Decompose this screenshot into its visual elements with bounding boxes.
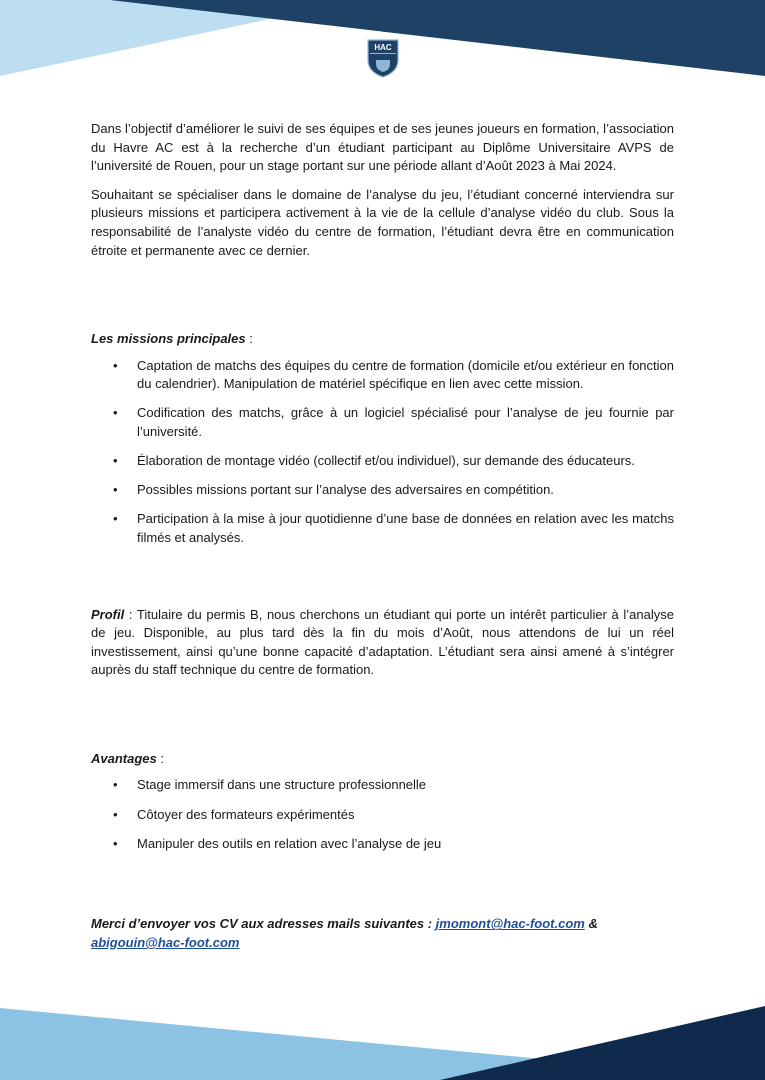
profil-label: Profil [91, 606, 125, 622]
email-link-2[interactable]: abigouin@hac-foot.com [91, 934, 240, 950]
club-logo [366, 38, 400, 78]
missions-heading [91, 330, 674, 349]
intro-paragraph-2: Souhaitant se spécialiser dans le domaine de l’analyse du jeu, l’étudiant concerné interviendra sur plusieurs missions et participera activement à la vie de la cellule d’analyse vidéo du club. Sous la responsabilité de l’analyste vidéo du centre de formation, l’étudiant devra être en communication étroite et permanente avec ce dernier. [91, 186, 674, 258]
email-separator: & [584, 916, 598, 932]
missions-heading-suffix: : [245, 331, 253, 347]
bullet: • [113, 806, 118, 822]
intro-paragraph-1: Dans l’objectif d’améliorer le suivi de ses équipes et de ses jeunes joueurs en formation, l’association du Havre AC est à la recherche d’un étudiant participant au Diplôme Universitaire AVPS de l’université de Rouen, pour un stage portant sur une période allant d’Août 2023 à Mai 2024. [91, 121, 674, 174]
profil-paragraph [91, 606, 674, 680]
mission-text: Possibles missions portant sur l’analyse des adversaires en compétition. [137, 482, 554, 498]
avantages-heading-suffix: : [156, 750, 164, 766]
missions-heading-label: Les missions principales [91, 331, 246, 347]
email-link-1[interactable]: jmomont@hac-foot.com [435, 916, 585, 932]
avantages-heading [91, 750, 674, 769]
list-item [91, 452, 674, 471]
list-item [91, 481, 674, 500]
mission-text: Participation à la mise à jour quotidienne d’une base de données en relation avec les matchs filmés et analysés. [137, 511, 674, 545]
bullet: • [113, 835, 118, 851]
bullet: • [113, 405, 118, 421]
bullet: • [113, 482, 118, 498]
bullet: • [113, 357, 118, 373]
mission-text: Codification des matchs, grâce à un logiciel spécialisé pour l’analyse de jeu fournie par l’université. [137, 405, 674, 440]
mission-text: Élaboration de montage vidéo (collectif et/ou individuel), sur demande des éducateurs. [137, 453, 635, 469]
document-body [91, 120, 674, 952]
missions-list [91, 357, 674, 548]
avantages-list [91, 776, 674, 853]
list-item [91, 357, 674, 394]
list-item [91, 510, 674, 547]
avantages-heading-label: Avantages [91, 750, 157, 766]
list-item [91, 404, 674, 441]
profil-text: : Titulaire du permis B, nous cherchons un étudiant qui porte un intérêt particulier à l’analyse de jeu. Disponible, au plus tard dès la fin du mois d’Août, nous attendons de lui un réel investissement, ainsi qu’une bonne capacité d’adaptation. L’étudiant sera ainsi amené à s’intégrer auprès du staff technique du centre de formation. [91, 606, 674, 678]
list-item [91, 835, 674, 854]
logo-text: HAC [374, 43, 392, 52]
avantage-text: Côtoyer des formateurs expérimentés [137, 806, 355, 822]
list-item [91, 806, 674, 825]
contact-text: Merci d’envoyer vos CV aux adresses mails suivantes : [91, 916, 436, 932]
bullet: • [113, 511, 118, 527]
list-item [91, 776, 674, 795]
avantage-text: Stage immersif dans une structure professionnelle [137, 777, 427, 793]
bullet: • [113, 453, 118, 469]
footer-decoration [0, 1000, 765, 1080]
bullet: • [113, 777, 118, 793]
mission-text: Captation de matchs des équipes du centre de formation (domicile et/ou extérieur en fonction du calendrier). Manipulation de matériel spécifique en lien avec cette mission. [137, 357, 674, 392]
avantage-text: Manipuler des outils en relation avec l’analyse de jeu [137, 835, 442, 851]
contact-paragraph [91, 915, 674, 952]
